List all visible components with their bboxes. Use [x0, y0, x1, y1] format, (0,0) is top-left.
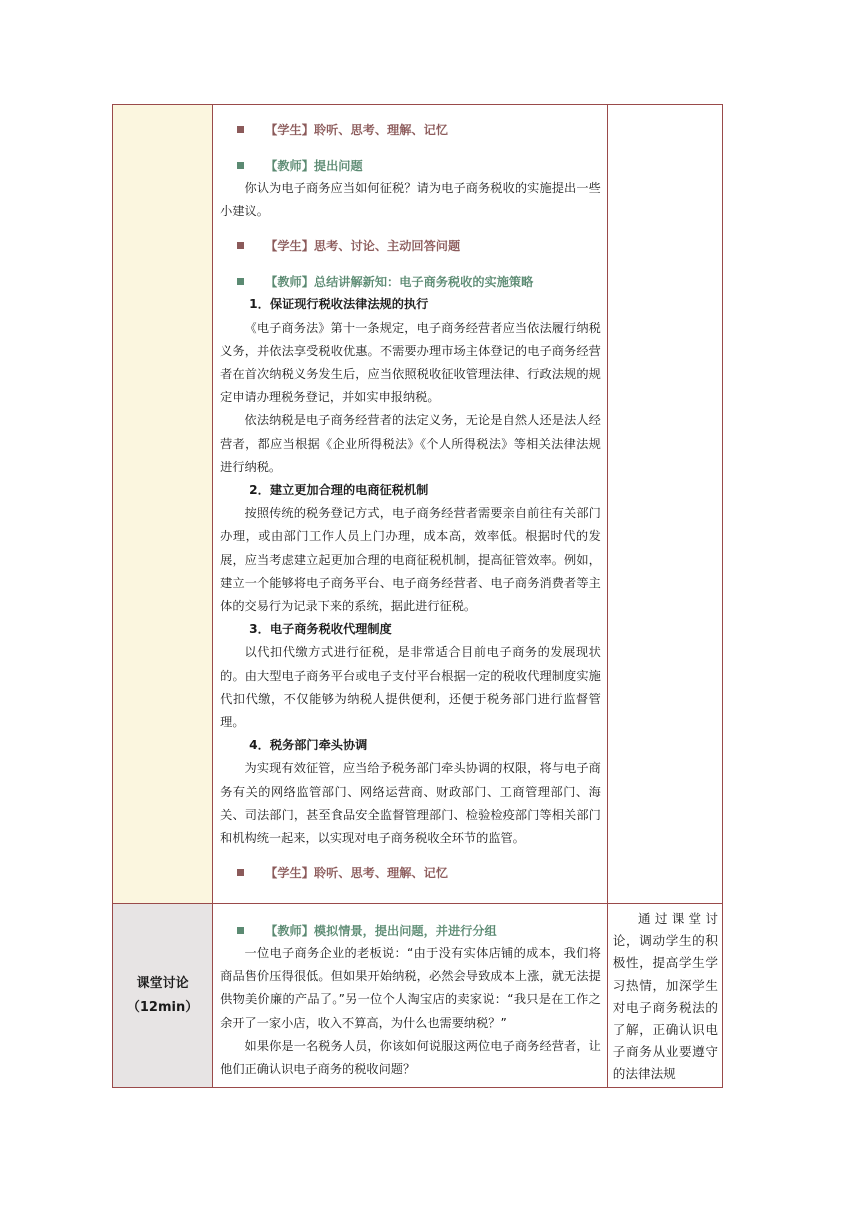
section-paragraph: 为实现有效征管，应当给予税务部门牵头协调的权限，将与电子商务有关的网络监管部门、网络运营商、财政部门、工商管理部门、海关、司法部门，甚至食品安全监督管理部门、检验检疫部门等相关部门和机构统一起来，以实现对电子商务税收全环节的监管。	[220, 761, 601, 846]
activity-cell	[213, 904, 608, 1088]
square-bullet-icon	[237, 278, 244, 285]
teacher-activity-3: 【教师】模拟情景，提出问题，并进行分组	[220, 920, 601, 942]
square-bullet-icon	[237, 927, 244, 934]
student-activity-3: 【学生】聆听、思考、理解、记忆	[220, 862, 601, 884]
square-bullet-icon	[237, 242, 244, 249]
student-activity-2: 【学生】思考、讨论、主动回答问题	[220, 235, 601, 257]
section-heading: 1．保证现行税收法律法规的执行	[249, 297, 429, 312]
segment-cell	[113, 904, 213, 1088]
purpose-cell-empty	[607, 105, 722, 904]
section-paragraph: 以代扣代缴方式进行征税，是非常适合目前电子商务的发展现状的。由大型电子商务平台或电子支付平台根据一定的税收代理制度实施代扣代缴，不仅能够为纳税人提供便利，还便于税务部门进行监督管理。	[220, 645, 601, 730]
purpose-cell	[607, 904, 722, 1088]
square-bullet-icon	[237, 869, 244, 876]
table-row-lecture	[113, 105, 723, 904]
square-bullet-icon	[237, 126, 244, 133]
section-heading: 4．税务部门牵头协调	[249, 738, 368, 753]
segment-cell-empty	[113, 105, 213, 904]
segment-time: （12min）	[126, 999, 199, 1015]
teacher-activity-1: 【教师】提出问题	[220, 155, 601, 177]
square-bullet-icon	[237, 162, 244, 169]
section-heading: 2．建立更加合理的电商征税机制	[249, 483, 429, 498]
student-activity-1: 【学生】聆听、思考、理解、记忆	[220, 119, 601, 141]
segment-title: 课堂讨论	[136, 975, 189, 991]
teacher-activity-2: 【教师】总结讲解新知：电子商务税收的实施策略	[220, 271, 601, 293]
section-paragraph: 按照传统的税务登记方式，电子商务经营者需要亲自前往有关部门办理，或由部门工作人员上门办理，成本高，效率低。根据时代的发展，应当考虑建立起更加合理的电商征税机制，提高征管效率。例如，建立一个能够将电子商务平台、电子商务经营者、电子商务消费者等主体的交易行为记录下来的系统，据此进行征税。	[220, 506, 601, 614]
activity-cell	[213, 105, 608, 904]
lesson-plan-table	[112, 104, 723, 1088]
question-paragraph: 你认为电子商务应当如何征税？请为电子商务税收的实施提出一些小建议。	[220, 181, 601, 219]
table-row-discussion	[113, 904, 723, 1088]
section-paragraph: 依法纳税是电子商务经营者的法定义务，无论是自然人还是法人经营者，都应当根据《企业所得税法》《个人所得税法》等相关法律法规进行纳税。	[220, 413, 601, 474]
scenario-paragraph: 一位电子商务企业的老板说：“由于没有实体店铺的成本，我们将商品售价压得很低。但如果开始纳税，必然会导致成本上涨，就无法提供物美价廉的产品了。”另一位个人淘宝店的卖家说：“我只是在工作之余开了一家小店，收入不算高，为什么也需要纳税？”	[220, 946, 601, 1030]
purpose-text: 通过课堂讨论，调动学生的积极性，提高学生学习热情，加深学生对电子商务税法的了解，正确认识电子商务从业要遵守的法律法规	[612, 911, 718, 1082]
section-paragraph: 《电子商务法》第十一条规定，电子商务经营者应当依法履行纳税义务，并依法享受税收优惠。不需要办理市场主体登记的电子商务经营者在首次纳税义务发生后，应当依照税收征收管理法律、行政法规的规定申请办理税务登记，并如实申报纳税。	[220, 320, 601, 405]
section-heading: 3．电子商务税收代理制度	[249, 622, 392, 637]
question-paragraph: 如果你是一名税务人员，你该如何说服这两位电子商务经营者，让他们正确认识电子商务的税收问题？	[220, 1038, 601, 1077]
